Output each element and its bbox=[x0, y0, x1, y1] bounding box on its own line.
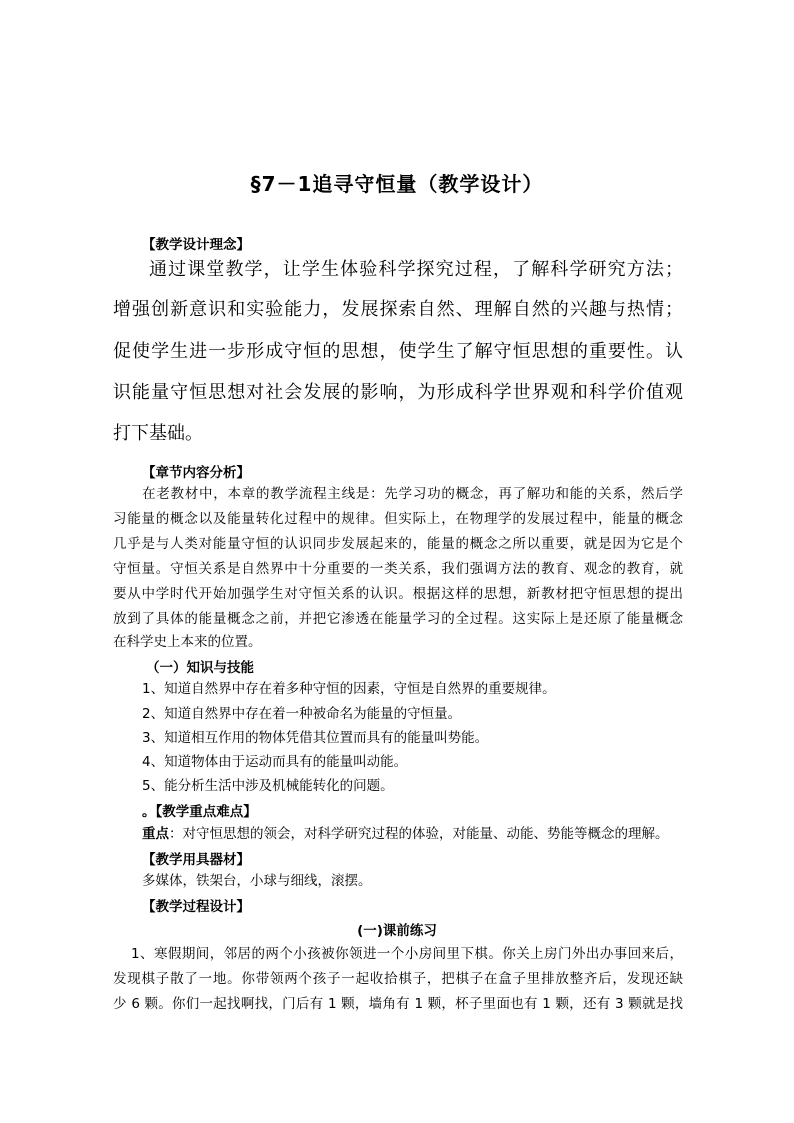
knowledge-item-3: 3、知道相互作用的物体凭借其位置而具有的能量叫势能。 bbox=[142, 730, 489, 746]
knowledge-item-2: 2、知道自然界中存在着一种被命名为能量的守恒量。 bbox=[142, 706, 462, 722]
idea-line-5: 打下基础。 bbox=[113, 423, 203, 444]
exercise-title: (一)课前练习 bbox=[357, 923, 437, 939]
analysis-line-6: 放到了具体的能量概念之前，并把它渗透在能量学习的全过程。这实际上是还原了能量概念 bbox=[113, 611, 683, 627]
analysis-line-1: 在老教材中，本章的教学流程主线是：先学习功的概念，再了解功和能的关系，然后学 bbox=[142, 486, 683, 502]
analysis-line-4: 守恒量。守恒关系是自然界中十分重要的一类关系，我们强调方法的教育、观念的教育，就 bbox=[113, 561, 683, 577]
key-label: 重点 bbox=[142, 826, 169, 842]
exercise-line-2: 发现棋子散了一地。你带领两个孩子一起收拾棋子，把棋子在盒子里排放整齐后，发现还缺 bbox=[113, 971, 683, 987]
idea-header: 【教学设计理念】 bbox=[142, 237, 250, 253]
knowledge-item-5: 5、能分析生活中涉及机械能转化的问题。 bbox=[142, 778, 394, 794]
idea-line-4: 识能量守恒思想对社会发展的影响，为形成科学世界观和科学价值观 bbox=[113, 382, 683, 403]
analysis-line-7: 在科学史上本来的位置。 bbox=[113, 634, 262, 650]
idea-line-1: 通过课堂教学，让学生体验科学探究过程，了解科学研究方法； bbox=[149, 259, 683, 280]
analysis-header: 【章节内容分析】 bbox=[142, 465, 250, 481]
analysis-line-3: 几乎是与人类对能量守恒的认识同步发展起来的，能量的概念之所以重要，就是因为它是个 bbox=[113, 536, 683, 552]
key-line bbox=[142, 825, 669, 843]
tools-text: 多媒体，铁架台，小球与细线，滚摆。 bbox=[142, 873, 372, 889]
process-header: 【教学过程设计】 bbox=[142, 899, 250, 915]
exercise-line-3: 少 6 颗。你们一起找啊找，门后有 1 颗，墙角有 1 颗，杯子里面也有 1 颗，还有 3 颗就是找 bbox=[113, 996, 683, 1012]
knowledge-header: （一）知识与技能 bbox=[146, 660, 254, 676]
knowledge-item-4: 4、知道物体由于运动而具有的能量叫动能。 bbox=[142, 754, 408, 770]
idea-line-2: 增强创新意识和实验能力，发展探索自然、理解自然的兴趣与热情； bbox=[113, 299, 683, 320]
knowledge-item-1: 1、知道自然界中存在着多种守恒的因素，守恒是自然界的重要规律。 bbox=[142, 681, 556, 697]
analysis-line-5: 要从中学时代开始加强学生对守恒关系的认识。根据这样的思想，新教材把守恒思想的提出 bbox=[113, 586, 683, 602]
tools-header: 【教学用具器材】 bbox=[142, 852, 250, 868]
key-header: 。【教学重点难点】 bbox=[142, 804, 257, 820]
key-text: ：对守恒思想的领会，对科学研究过程的体验，对能量、动能、势能等概念的理解。 bbox=[169, 826, 669, 842]
exercise-line-1: 1、寒假期间，邻居的两个小孩被你领进一个小房间里下棋。你关上房门外出办事回来后， bbox=[131, 946, 683, 962]
analysis-line-2: 习能量的概念以及能量转化过程中的规律。但实际上，在物理学的发展过程中，能量的概念 bbox=[113, 511, 683, 527]
idea-line-3: 促使学生进一步形成守恒的思想，使学生了解守恒思想的重要性。认 bbox=[113, 341, 683, 362]
page-title: §7－1追寻守恒量（教学设计） bbox=[250, 172, 544, 196]
